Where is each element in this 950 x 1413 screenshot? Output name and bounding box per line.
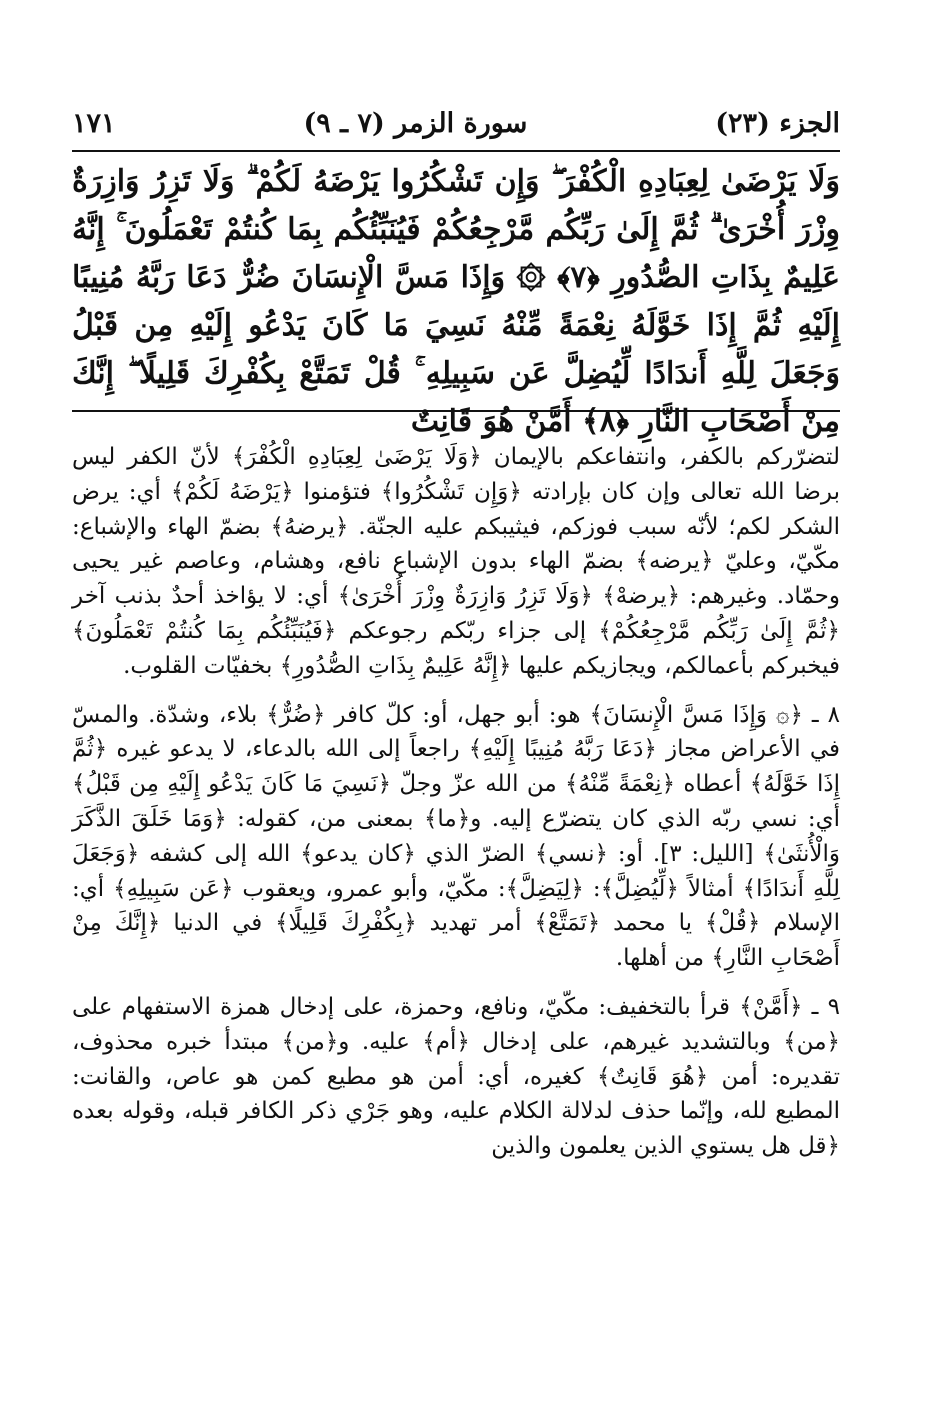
header-divider [72,150,840,152]
tafsir-commentary [72,440,840,1178]
quran-text: وَلَا يَرْضَىٰ لِعِبَادِهِ الْكُفْرَ ۖ وَإِن تَشْكُرُوا يَرْضَهُ لَكُمْ ۗ وَلَا تَزِرُ وَازِرَةٌ وِزْرَ أُخْرَىٰ ۗ ثُمَّ إِلَىٰ رَبِّكُم مَّرْجِعُكُمْ فَيُنَبِّئُكُم بِمَا كُنتُمْ تَعْمَلُونَ ۚ إِنَّهُ عَلِيمٌ بِذَاتِ الصُّدُورِ ﴿٧﴾ ۞ وَإِذَا مَسَّ الْإِنسَانَ ضُرٌّ دَعَا رَبَّهُ مُنِيبًا إِلَيْهِ ثُمَّ إِذَا خَوَّلَهُ نِعْمَةً مِّنْهُ نَسِيَ مَا كَانَ يَدْعُو إِلَيْهِ مِن قَبْلُ وَجَعَلَ لِلَّهِ أَندَادًا لِّيُضِلَّ عَن سَبِيلِهِ ۚ قُلْ تَمَتَّعْ بِكُفْرِكَ قَلِيلًا ۖ إِنَّكَ مِنْ أَصْحَابِ النَّارِ ﴿٨﴾ أَمَّنْ هُوَ قَانِتٌ [72,164,840,439]
page-number: ١٧١ [72,107,116,139]
quran-verses [72,158,840,439]
verses-divider [72,410,840,412]
book-page [72,0,840,1413]
commentary-paragraph: ٨ ـ ﴿۞ وَإِذَا مَسَّ الْإِنسَانَ﴾ هو: أبو جهل، أو: كلّ كافر ﴿ضُرٌّ﴾ بلاء، وشدّة. والمسّ في الأعراض مجاز ﴿دَعَا رَبَّهُ مُنِيبًا إِلَيْهِ﴾ راجعاً إلى الله بالدعاء، لا يدعو غيره ﴿ثُمَّ إِذَا خَوَّلَهُ﴾ أعطاه ﴿نِعْمَةً مِّنْهُ﴾ من الله عزّ وجلّ ﴿نَسِيَ مَا كَانَ يَدْعُو إِلَيْهِ مِن قَبْلُ﴾ أي: نسي ربّه الذي كان يتضرّع إليه. و﴿ما﴾ بمعنى من، كقوله: ﴿وَمَا خَلَقَ الذَّكَرَ وَالْأُنثَىٰ﴾ [الليل: ٣]. أو: ﴿نسي﴾ الضرّ الذي ﴿كان يدعو﴾ الله إلى كشفه ﴿وَجَعَلَ لِلَّهِ أَندَادًا﴾ أمثالاً ﴿لِّيُضِلَّ﴾: ﴿لِيَضِلَّ﴾: مكّيّ، وأبو عمرو، ويعقوب ﴿عَن سَبِيلِهِ﴾ أي: الإسلام ﴿قُلْ﴾ يا محمد ﴿تَمَتَّعْ﴾ أمر تهديد ﴿بِكُفْرِكَ قَلِيلًا﴾ في الدنيا ﴿إِنَّكَ مِنْ أَصْحَابِ النَّارِ﴾ من أهلها. [72,701,840,972]
commentary-paragraph: ٩ ـ ﴿أَمَّنْ﴾ قرأ بالتخفيف: مكّيّ، ونافع، وحمزة، على إدخال همزة الاستفهام على ﴿من﴾ وبالتشديد غيرهم، على إدخال ﴿أم﴾ عليه. و﴿من﴾ مبتدأ خبره محذوف، تقديره: أمن ﴿هُوَ قَانِتٌ﴾ كغيره، أي: أمن هو مطيع كمن هو عاص، والقانت: المطيع لله، وإنّما حذف لدلالة الكلام عليه، وهو جَرْي ذكر الكافر قبله، وقوله بعده ﴿قل هل يستوي الذين يعلمون والذين [72,993,840,1160]
surah-title: سورة الزمر (٧ ـ ٩) [303,107,528,139]
page-header [72,100,840,146]
juz-label: الجزء (٢٣) [715,107,840,139]
commentary-paragraph: لتضرّركم بالكفر، وانتفاعكم بالإيمان ﴿وَلَا يَرْضَىٰ لِعِبَادِهِ الْكُفْرَ﴾ لأنّ الكفر ليس برضا الله تعالى وإن كان بإرادته ﴿وَإِن تَشْكُرُوا﴾ فتؤمنوا ﴿يَرْضَهُ لَكُمْ﴾ أي: يرض الشكر لكم؛ لأنّه سبب فوزكم، فيثيبكم عليه الجنّة. ﴿يرضهُ﴾ بضمّ الهاء والإشباع: مكّيّ، وعليّ ﴿يرضه﴾ بضمّ الهاء بدون الإشباع نافع، وهشام، وعاصم غير يحيى وحمّاد. وغيرهم: ﴿يرضهْ﴾ ﴿وَلَا تَزِرُ وَازِرَةٌ وِزْرَ أُخْرَىٰ﴾ أي: لا يؤاخذ أحدٌ بذنب آخر ﴿ثُمَّ إِلَىٰ رَبِّكُم مَّرْجِعُكُمْ﴾ إلى جزاء ربّكم رجوعكم ﴿فَيُنَبِّئُكُم بِمَا كُنتُمْ تَعْمَلُونَ﴾ فيخبركم بأعمالكم، ويجازيكم عليها ﴿إِنَّهُ عَلِيمٌ بِذَاتِ الصُّدُورِ﴾ بخفيّات القلوب. [72,444,840,679]
